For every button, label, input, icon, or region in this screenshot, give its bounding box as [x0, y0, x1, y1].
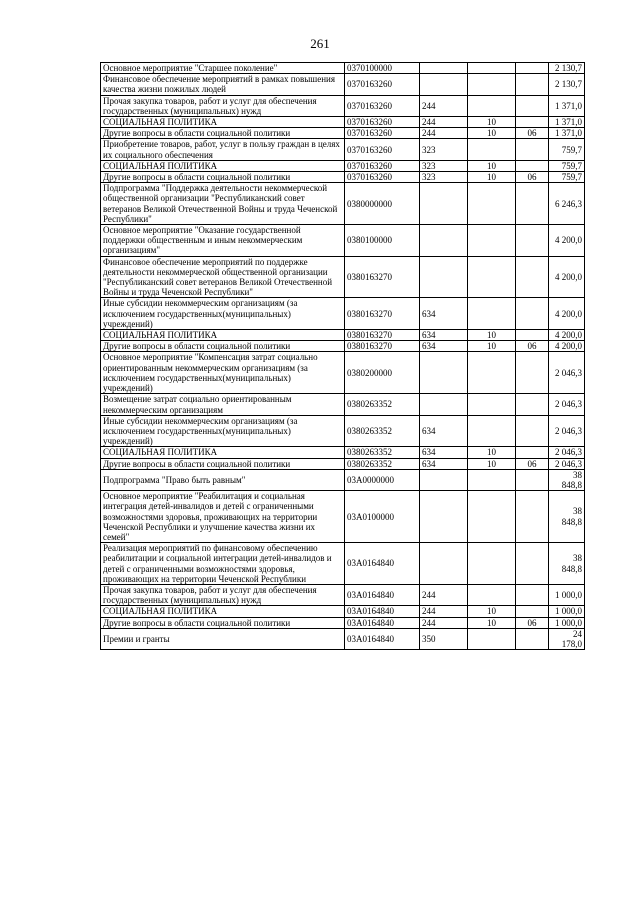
- row-target-code: 03А0164840: [345, 543, 420, 585]
- row-expense-type: 634: [420, 341, 468, 352]
- row-subsection: [516, 628, 549, 649]
- row-subsection: 06: [516, 172, 549, 183]
- row-name: СОЦИАЛЬНАЯ ПОЛИТИКА: [101, 117, 345, 128]
- row-section: [468, 298, 516, 330]
- table-row: [101, 491, 585, 543]
- row-section: [468, 352, 516, 394]
- row-subsection: [516, 415, 549, 447]
- table-row: [101, 447, 585, 458]
- table-row: [101, 74, 585, 95]
- table-row: [101, 139, 585, 160]
- row-target-code: 0380263352: [345, 458, 420, 469]
- table-row: [101, 341, 585, 352]
- row-subsection: 06: [516, 128, 549, 139]
- budget-table: [100, 62, 585, 650]
- row-expense-type: 634: [420, 330, 468, 341]
- row-target-code: 0380163270: [345, 256, 420, 298]
- row-section: [468, 584, 516, 605]
- row-subsection: [516, 139, 549, 160]
- row-name: Другие вопросы в области социальной политики: [101, 341, 345, 352]
- row-expense-type: 244: [420, 117, 468, 128]
- row-subsection: [516, 117, 549, 128]
- row-section: 10: [468, 160, 516, 171]
- row-name: Основное мероприятие "Реабилитация и социальная интеграция детей-инвалидов и детей с ограниченными возможностями здоровья, проживающих на территории Чеченской Республики и улучшение качества жизни их семей": [101, 491, 345, 543]
- row-name: Финансовое обеспечение мероприятий по поддержке деятельности некоммерческой общественной организации "Республиканский совет ветеранов Великой Отечественной Войны и труда Чеченской Республики": [101, 256, 345, 298]
- row-section: 10: [468, 172, 516, 183]
- row-target-code: 0370163260: [345, 95, 420, 116]
- row-section: [468, 491, 516, 543]
- row-subsection: [516, 225, 549, 257]
- row-amount: 2 046,3: [549, 458, 585, 469]
- table-row: [101, 117, 585, 128]
- row-expense-type: 323: [420, 160, 468, 171]
- row-subsection: [516, 469, 549, 490]
- row-target-code: 0380100000: [345, 225, 420, 257]
- row-name: СОЦИАЛЬНАЯ ПОЛИТИКА: [101, 330, 345, 341]
- row-subsection: 06: [516, 617, 549, 628]
- table-row: [101, 172, 585, 183]
- table-row: [101, 160, 585, 171]
- row-name: Другие вопросы в области социальной политики: [101, 128, 345, 139]
- row-target-code: 0380263352: [345, 447, 420, 458]
- row-amount: 1 000,0: [549, 617, 585, 628]
- table-row: [101, 95, 585, 116]
- row-target-code: 0380263352: [345, 415, 420, 447]
- row-name: Реализация мероприятий по финансовому обеспечению реабилитации и социальной интеграции детей-инвалидов и детей с ограниченными возможностями здоровья, проживающих на территории Чеченской Республики: [101, 543, 345, 585]
- row-amount: 1 371,0: [549, 128, 585, 139]
- row-section: 10: [468, 330, 516, 341]
- row-subsection: 06: [516, 341, 549, 352]
- row-subsection: [516, 63, 549, 74]
- row-expense-type: [420, 352, 468, 394]
- row-section: 10: [468, 458, 516, 469]
- row-target-code: 0370163260: [345, 74, 420, 95]
- row-subsection: 06: [516, 458, 549, 469]
- row-expense-type: [420, 394, 468, 415]
- row-expense-type: 634: [420, 447, 468, 458]
- row-section: [468, 63, 516, 74]
- row-name: СОЦИАЛЬНАЯ ПОЛИТИКА: [101, 160, 345, 171]
- row-section: 10: [468, 617, 516, 628]
- row-amount: 4 200,0: [549, 330, 585, 341]
- row-expense-type: [420, 469, 468, 490]
- row-target-code: 03А0164840: [345, 617, 420, 628]
- row-expense-type: [420, 63, 468, 74]
- row-section: [468, 543, 516, 585]
- row-expense-type: [420, 256, 468, 298]
- row-name: Подпрограмма "Поддержка деятельности некоммерческой общественной организации "Республиканский совет ветеранов Великой Отечественной Войны и труда Чеченской Республики": [101, 183, 345, 225]
- table-row: [101, 394, 585, 415]
- row-section: 10: [468, 128, 516, 139]
- row-name: СОЦИАЛЬНАЯ ПОЛИТИКА: [101, 447, 345, 458]
- row-amount: 759,7: [549, 139, 585, 160]
- row-expense-type: [420, 183, 468, 225]
- budget-table-body: [101, 63, 585, 650]
- row-name: Прочая закупка товаров, работ и услуг для обеспечения государственных (муниципальных) нужд: [101, 584, 345, 605]
- row-expense-type: 244: [420, 606, 468, 617]
- row-name: Приобретение товаров, работ, услуг в пользу граждан в целях их социального обеспечения: [101, 139, 345, 160]
- row-expense-type: [420, 543, 468, 585]
- row-subsection: [516, 543, 549, 585]
- row-amount: 4 200,0: [549, 256, 585, 298]
- row-target-code: 0370163260: [345, 128, 420, 139]
- row-target-code: 0370163260: [345, 172, 420, 183]
- row-amount: 38 848,8: [549, 469, 585, 490]
- row-expense-type: 350: [420, 628, 468, 649]
- row-amount: 2 130,7: [549, 63, 585, 74]
- row-subsection: [516, 394, 549, 415]
- row-amount: 38 848,8: [549, 543, 585, 585]
- row-name: Основное мероприятие "Старшее поколение": [101, 63, 345, 74]
- row-expense-type: 634: [420, 458, 468, 469]
- row-section: 10: [468, 447, 516, 458]
- row-name: Подпрограмма "Право быть равным": [101, 469, 345, 490]
- row-name: Другие вопросы в области социальной политики: [101, 617, 345, 628]
- row-amount: 2 046,3: [549, 447, 585, 458]
- table-row: [101, 458, 585, 469]
- row-target-code: 0380163270: [345, 341, 420, 352]
- row-subsection: [516, 298, 549, 330]
- row-name: Основное мероприятие "Оказание государственной поддержки общественным и иным некоммерческим организациям": [101, 225, 345, 257]
- row-target-code: 0370163260: [345, 160, 420, 171]
- row-amount: 759,7: [549, 160, 585, 171]
- row-target-code: 0380200000: [345, 352, 420, 394]
- row-subsection: [516, 256, 549, 298]
- row-section: [468, 415, 516, 447]
- row-target-code: 0370163260: [345, 139, 420, 160]
- row-amount: 24 178,0: [549, 628, 585, 649]
- row-expense-type: [420, 74, 468, 95]
- row-amount: 2 130,7: [549, 74, 585, 95]
- row-expense-type: 634: [420, 415, 468, 447]
- row-amount: 2 046,3: [549, 415, 585, 447]
- row-subsection: [516, 352, 549, 394]
- row-target-code: 03А0164840: [345, 584, 420, 605]
- row-section: [468, 394, 516, 415]
- table-row: [101, 256, 585, 298]
- table-row: [101, 352, 585, 394]
- row-section: 10: [468, 341, 516, 352]
- table-row: [101, 469, 585, 490]
- row-expense-type: 323: [420, 172, 468, 183]
- page-number: 261: [310, 36, 330, 51]
- table-row: [101, 584, 585, 605]
- row-expense-type: 634: [420, 298, 468, 330]
- row-amount: 4 200,0: [549, 225, 585, 257]
- row-target-code: 03А0000000: [345, 469, 420, 490]
- row-subsection: [516, 183, 549, 225]
- row-section: [468, 139, 516, 160]
- row-name: Возмещение затрат социально ориентированным некоммерческим организациям: [101, 394, 345, 415]
- row-expense-type: 244: [420, 128, 468, 139]
- table-row: [101, 606, 585, 617]
- row-section: 10: [468, 117, 516, 128]
- row-amount: 2 046,3: [549, 394, 585, 415]
- row-subsection: [516, 74, 549, 95]
- row-target-code: 0380263352: [345, 394, 420, 415]
- row-amount: 1 371,0: [549, 95, 585, 116]
- table-row: [101, 128, 585, 139]
- row-amount: 4 200,0: [549, 341, 585, 352]
- row-subsection: [516, 447, 549, 458]
- row-name: Иные субсидии некоммерческим организациям (за исключением государственных(муниципальных) учреждений): [101, 415, 345, 447]
- row-target-code: 0370163260: [345, 117, 420, 128]
- row-expense-type: 244: [420, 584, 468, 605]
- row-target-code: 0370100000: [345, 63, 420, 74]
- row-subsection: [516, 160, 549, 171]
- table-row: [101, 617, 585, 628]
- table-row: [101, 63, 585, 74]
- row-amount: 1 000,0: [549, 584, 585, 605]
- row-section: 10: [468, 606, 516, 617]
- row-target-code: 0380163270: [345, 298, 420, 330]
- table-row: [101, 543, 585, 585]
- row-name: Финансовое обеспечение мероприятий в рамках повышения качества жизни пожилых людей: [101, 74, 345, 95]
- row-amount: 1 000,0: [549, 606, 585, 617]
- table-row: [101, 330, 585, 341]
- table-row: [101, 298, 585, 330]
- row-target-code: 0380163270: [345, 330, 420, 341]
- row-subsection: [516, 330, 549, 341]
- row-amount: 6 246,3: [549, 183, 585, 225]
- row-subsection: [516, 584, 549, 605]
- row-expense-type: 323: [420, 139, 468, 160]
- row-section: [468, 225, 516, 257]
- row-name: Другие вопросы в области социальной политики: [101, 172, 345, 183]
- row-section: [468, 256, 516, 298]
- row-target-code: 03А0100000: [345, 491, 420, 543]
- table-row: [101, 225, 585, 257]
- row-section: [468, 628, 516, 649]
- row-name: Прочая закупка товаров, работ и услуг для обеспечения государственных (муниципальных) нужд: [101, 95, 345, 116]
- row-section: [468, 74, 516, 95]
- row-expense-type: 244: [420, 95, 468, 116]
- row-expense-type: [420, 225, 468, 257]
- row-name: Премии и гранты: [101, 628, 345, 649]
- row-name: Другие вопросы в области социальной политики: [101, 458, 345, 469]
- row-amount: 1 371,0: [549, 117, 585, 128]
- row-subsection: [516, 95, 549, 116]
- row-expense-type: [420, 491, 468, 543]
- row-target-code: 0380000000: [345, 183, 420, 225]
- row-section: [468, 95, 516, 116]
- row-expense-type: 244: [420, 617, 468, 628]
- row-name: Основное мероприятие "Компенсация затрат социально ориентированным некоммерческим организациям (за исключением государственных(муниципальных) учреждений): [101, 352, 345, 394]
- row-name: СОЦИАЛЬНАЯ ПОЛИТИКА: [101, 606, 345, 617]
- row-subsection: [516, 606, 549, 617]
- table-row: [101, 628, 585, 649]
- row-subsection: [516, 491, 549, 543]
- table-row: [101, 415, 585, 447]
- row-amount: 759,7: [549, 172, 585, 183]
- row-target-code: 03А0164840: [345, 606, 420, 617]
- row-target-code: 03А0164840: [345, 628, 420, 649]
- table-row: [101, 183, 585, 225]
- row-section: [468, 469, 516, 490]
- row-amount: 2 046,3: [549, 352, 585, 394]
- row-name: Иные субсидии некоммерческим организациям (за исключением государственных(муниципальных) учреждений): [101, 298, 345, 330]
- row-section: [468, 183, 516, 225]
- row-amount: 38 848,8: [549, 491, 585, 543]
- row-amount: 4 200,0: [549, 298, 585, 330]
